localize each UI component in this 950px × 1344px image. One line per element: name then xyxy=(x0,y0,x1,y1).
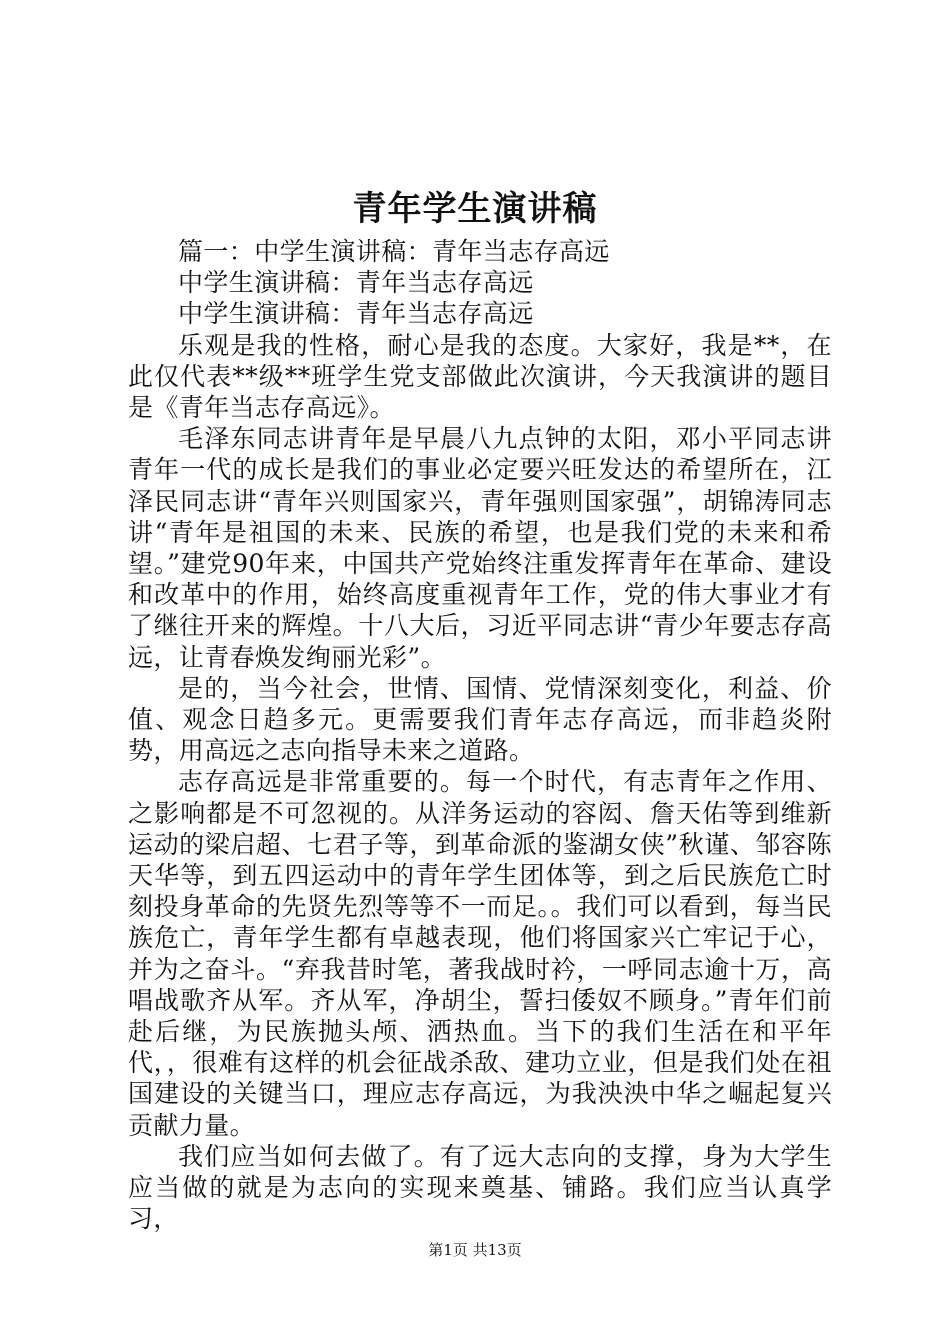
paragraph-6: 是的，当今社会，世情、国情、党情深刻变化，利益、价值、观念日趋多元。更需要我们青年志存高远，而非趋炎附势，用高远之志向指导未来之道路。 xyxy=(128,673,832,766)
paragraph-2: 中学生演讲稿：青年当志存高远 xyxy=(178,268,534,298)
document-title: 青年学生演讲稿 xyxy=(352,189,598,229)
page-footer: 第1页 共13页 xyxy=(428,1241,522,1259)
paragraph-8: 我们应当如何去做了。有了远大志向的支撑，身为大学生应当做的就是为志向的实现来奠基、铺路。我们应当认真学习， xyxy=(128,1141,832,1234)
paragraph-5: 毛泽东同志讲青年是早晨八九点钟的太阳，邓小平同志讲青年一代的成长是我们的事业必定要兴旺发达的希望所在，江泽民同志讲“青年兴则国家兴，青年强则国家强”，胡锦涛同志讲“青年是祖国的未来、民族的希望，也是我们党的未来和希望。”建党90年来，中国共产党始终注重发挥青年在革命、建设和改革中的作用，始终高度重视青年工作，党的伟大事业才有了继往开来的辉煌。十八大后，习近平同志讲“青少年要志存高远，让青春焕发绚丽光彩”。 xyxy=(128,424,832,672)
document-body xyxy=(128,236,832,1235)
paragraph-7: 志存高远是非常重要的。每一个时代，有志青年之作用、之影响都是不可忽视的。从洋务运动的容闳、詹天佑等到维新运动的梁启超、七君子等，到革命派的鉴湖女侠”秋谨、邹容陈天华等，到五四运动中的青年学生团体等，到之后民族危亡时刻投身革命的先贤先烈等等不一而足。。我们可以看到，每当民族危亡，青年学生都有卓越表现，他们将国家兴亡牢记于心，并为之奋斗。“弃我昔时笔，著我战时衿，一呼同志逾十万，高唱战歌齐从军。齐从军，净胡尘，誓扫倭奴不顾身。”青年们前赴后继，为民族抛头颅、洒热血。当下的我们生活在和平年代，，很难有这样的机会征战杀敌、建功立业，但是我们处在祖国建设的关键当口，理应志存高远，为我泱泱中华之崛起复兴贡献力量。 xyxy=(128,767,832,1140)
paragraph-4: 乐观是我的性格，耐心是我的态度。大家好，我是**，在此仅代表**级**班学生党支部做此次演讲，今天我演讲的题目是《青年当志存高远》。 xyxy=(128,330,832,423)
paragraph-3: 中学生演讲稿：青年当志存高远 xyxy=(178,299,534,329)
paragraph-1: 篇一：中学生演讲稿：青年当志存高远 xyxy=(178,237,610,266)
